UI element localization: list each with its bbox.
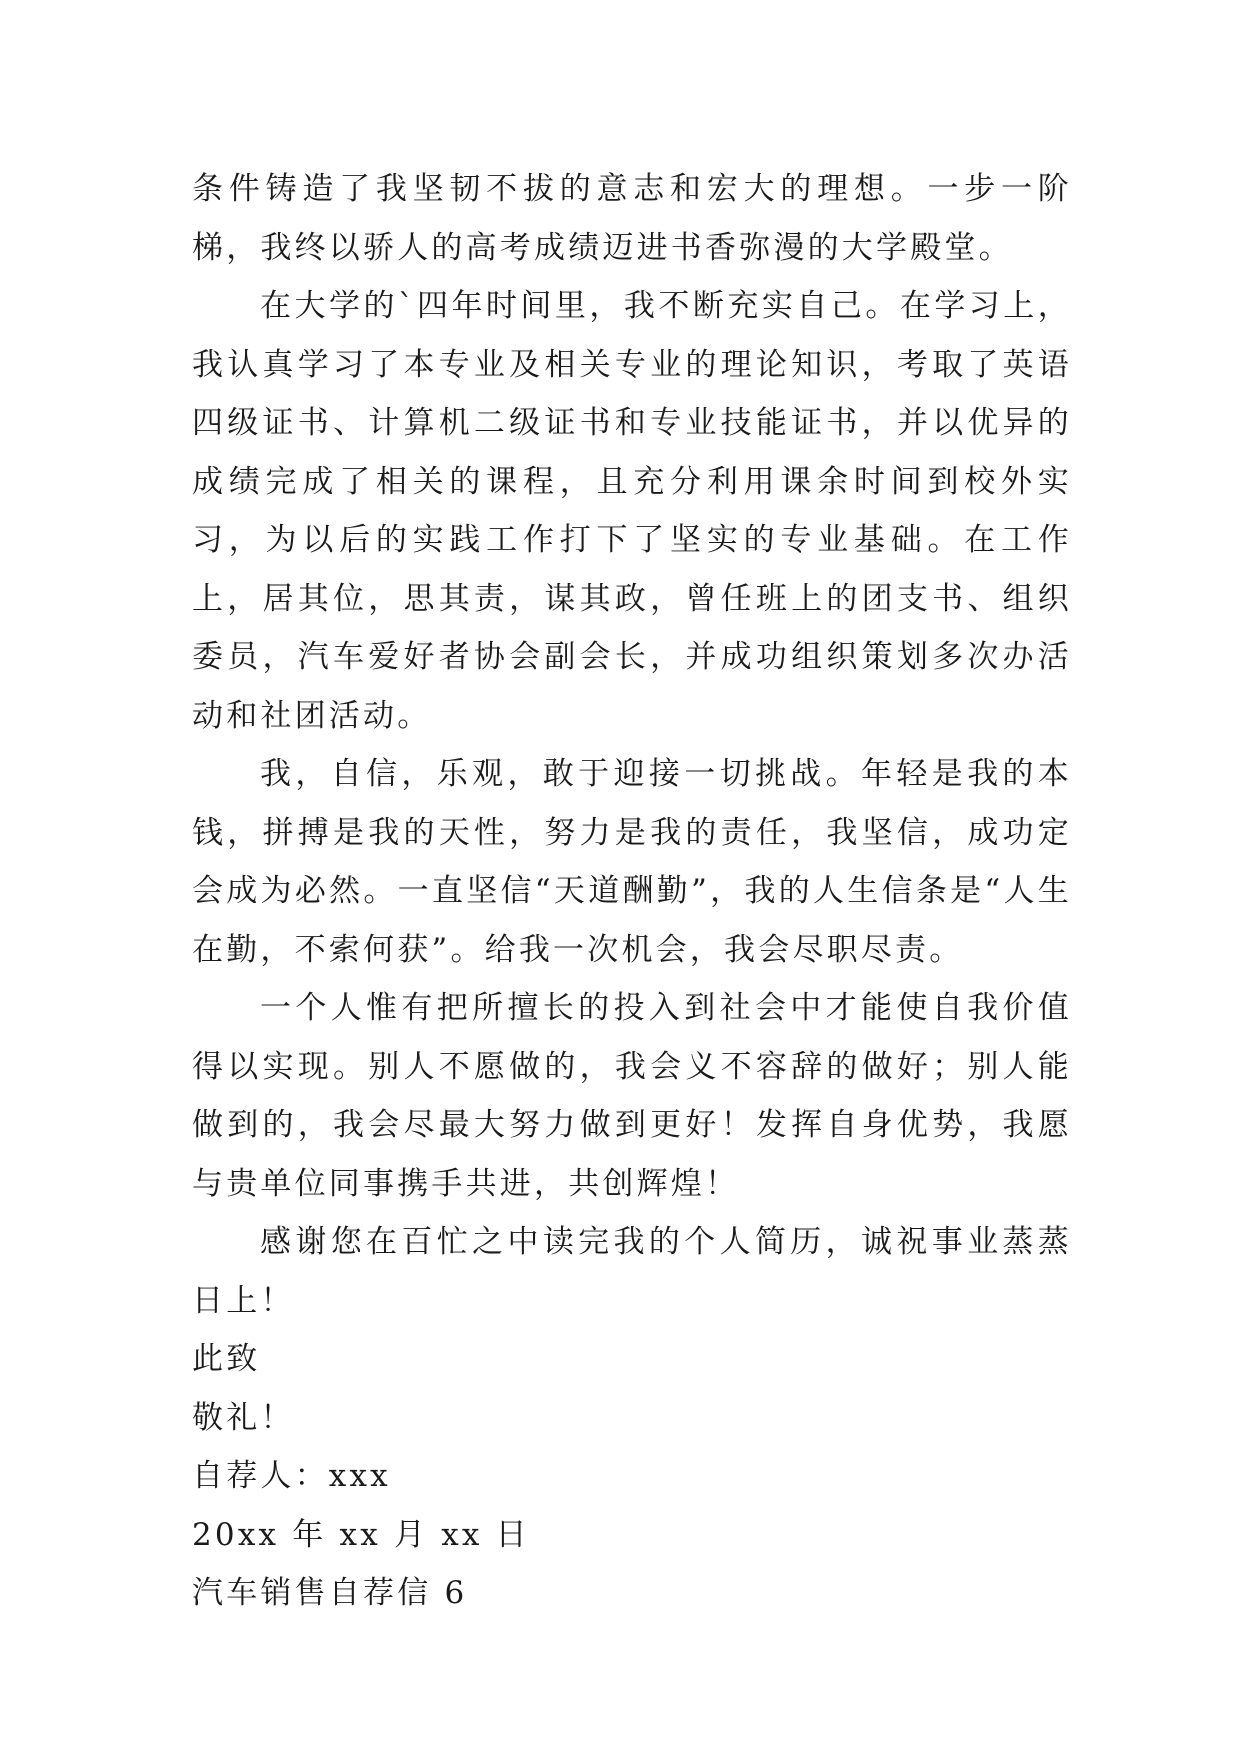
salute-line: 敬礼！ <box>192 1399 295 1436</box>
paragraph-3: 我，自信，乐观，敢于迎接一切挑战。年轻是我的本钱，拼搏是我的天性，努力是我的责任，我坚信，成功定会成为必然。一直坚信“天道酬勤”，我的人生信条是“人生在勤，不索何获”。给我一次机会，我会尽职尽责。 <box>192 756 1072 968</box>
paragraph-4: 一个人惟有把所擅长的投入到社会中才能使自我价值得以实现。别人不愿做的，我会义不容辞的做好；别人能做到的，我会尽最大努力做到更好！发挥自身优势，我愿与贵单位同事携手共进，共创辉煌！ <box>192 990 1072 1202</box>
paragraph-5: 感谢您在百忙之中读完我的个人简历，诚祝事业蒸蒸日上！ <box>192 1224 1072 1319</box>
date-line: 20xx 年 xx 月 xx 日 <box>192 1516 530 1553</box>
next-letter-title: 汽车销售自荐信 6 <box>192 1575 468 1611</box>
paragraph-1: 条件铸造了我坚韧不拔的意志和宏大的理想。一步一阶梯，我终以骄人的高考成绩迈进书香弥漫的大学殿堂。 <box>192 171 1072 266</box>
closing-line: 此致 <box>192 1341 261 1377</box>
signer-line: 自荐人：xxx <box>192 1458 391 1494</box>
letter-body <box>192 160 1072 1623</box>
paragraph-2: 在大学的`四年时间里，我不断充实自己。在学习上，我认真学习了本专业及相关专业的理论知识，考取了英语四级证书、计算机二级证书和专业技能证书，并以优异的成绩完成了相关的课程，且充分利用课余时间到校外实习，为以后的实践工作打下了坚实的专业基础。在工作上，居其位，思其责，谋其政，曾任班上的团支书、组织委员，汽车爱好者协会副会长，并成功组织策划多次办活动和社团活动。 <box>192 288 1072 734</box>
